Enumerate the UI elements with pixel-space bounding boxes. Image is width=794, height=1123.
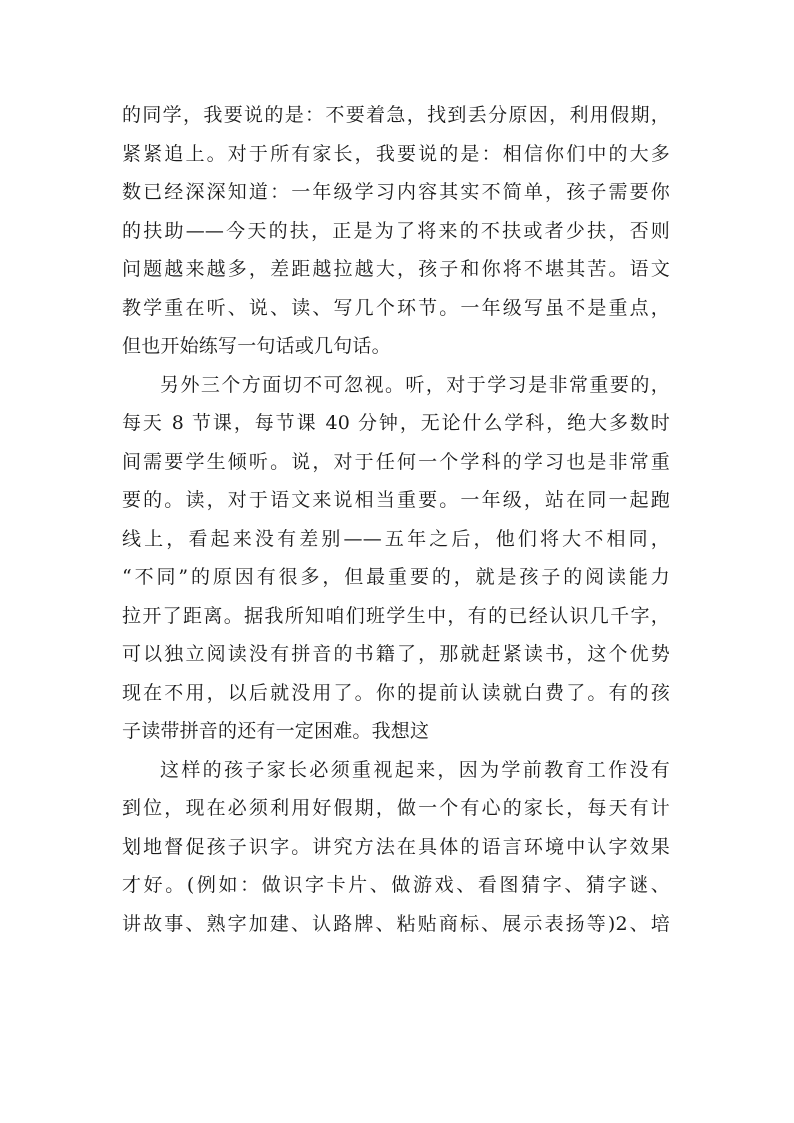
text-line: 但也开始练写一句话或几句话。 bbox=[122, 335, 391, 357]
paragraph-3 bbox=[122, 751, 670, 944]
text-line: 才好。(例如：做识字卡片、做游戏、看图猜字、猜字谜、 bbox=[122, 874, 670, 896]
text-line: 紧紧追上。对于所有家长，我要说的是：相信你们中的大多 bbox=[122, 142, 670, 165]
text-line: 问题越来越多，差距越拉越大，孩子和你将不堪其苦。语文 bbox=[122, 258, 670, 280]
text-line: 教学重在听、说、读、写几个环节。一年级写虽不是重点， bbox=[122, 296, 670, 319]
text-line: 的扶助——今天的扶，正是为了将来的不扶或者少扶，否则 bbox=[122, 219, 670, 242]
document-body bbox=[122, 96, 670, 943]
text-line: 数已经深深知道：一年级学习内容其实不简单，孩子需要你 bbox=[122, 181, 670, 203]
paragraph-1 bbox=[122, 96, 670, 366]
text-line: 到位，现在必须利用好假期，做一个有心的家长，每天有计 bbox=[122, 797, 670, 819]
text-line: 间需要学生倾听。说，对于任何一个学科的学习也是非常重 bbox=[122, 450, 670, 473]
text-line: 要的。读，对于语文来说相当重要。一年级，站在同一起跑 bbox=[122, 489, 670, 511]
text-line: 现在不用，以后就没用了。你的提前认读就白费了。有的孩 bbox=[122, 681, 670, 704]
text-line: 拉开了距离。据我所知咱们班学生中，有的已经认识几千字， bbox=[122, 604, 670, 627]
text-line: 每天 8 节课，每节课 40 分钟，无论什么学科，绝大多数时 bbox=[122, 412, 670, 434]
text-line: 这样的孩子家长必须重视起来，因为学前教育工作没有 bbox=[160, 758, 670, 781]
text-line: 划地督促孩子识字。讲究方法在具体的语言环境中认字效果 bbox=[122, 835, 670, 858]
text-line: 的同学，我要说的是：不要着急，找到丢分原因，利用假期， bbox=[122, 104, 670, 126]
text-line: 可以独立阅读没有拼音的书籍了，那就赶紧读书，这个优势 bbox=[122, 643, 670, 665]
paragraph-2 bbox=[122, 366, 670, 751]
text-line: “不同”的原因有很多，但最重要的，就是孩子的阅读能力 bbox=[122, 566, 670, 588]
text-line: 讲故事、熟字加建、认路牌、粘贴商标、展示表扬等)2、培 bbox=[122, 912, 670, 935]
text-line: 另外三个方面切不可忽视。听，对于学习是非常重要的， bbox=[160, 373, 670, 396]
text-line: 线上，看起来没有差别——五年之后，他们将大不相同， bbox=[122, 527, 670, 550]
text-line: 子读带拼音的还有一定困难。我想这 bbox=[122, 720, 430, 742]
